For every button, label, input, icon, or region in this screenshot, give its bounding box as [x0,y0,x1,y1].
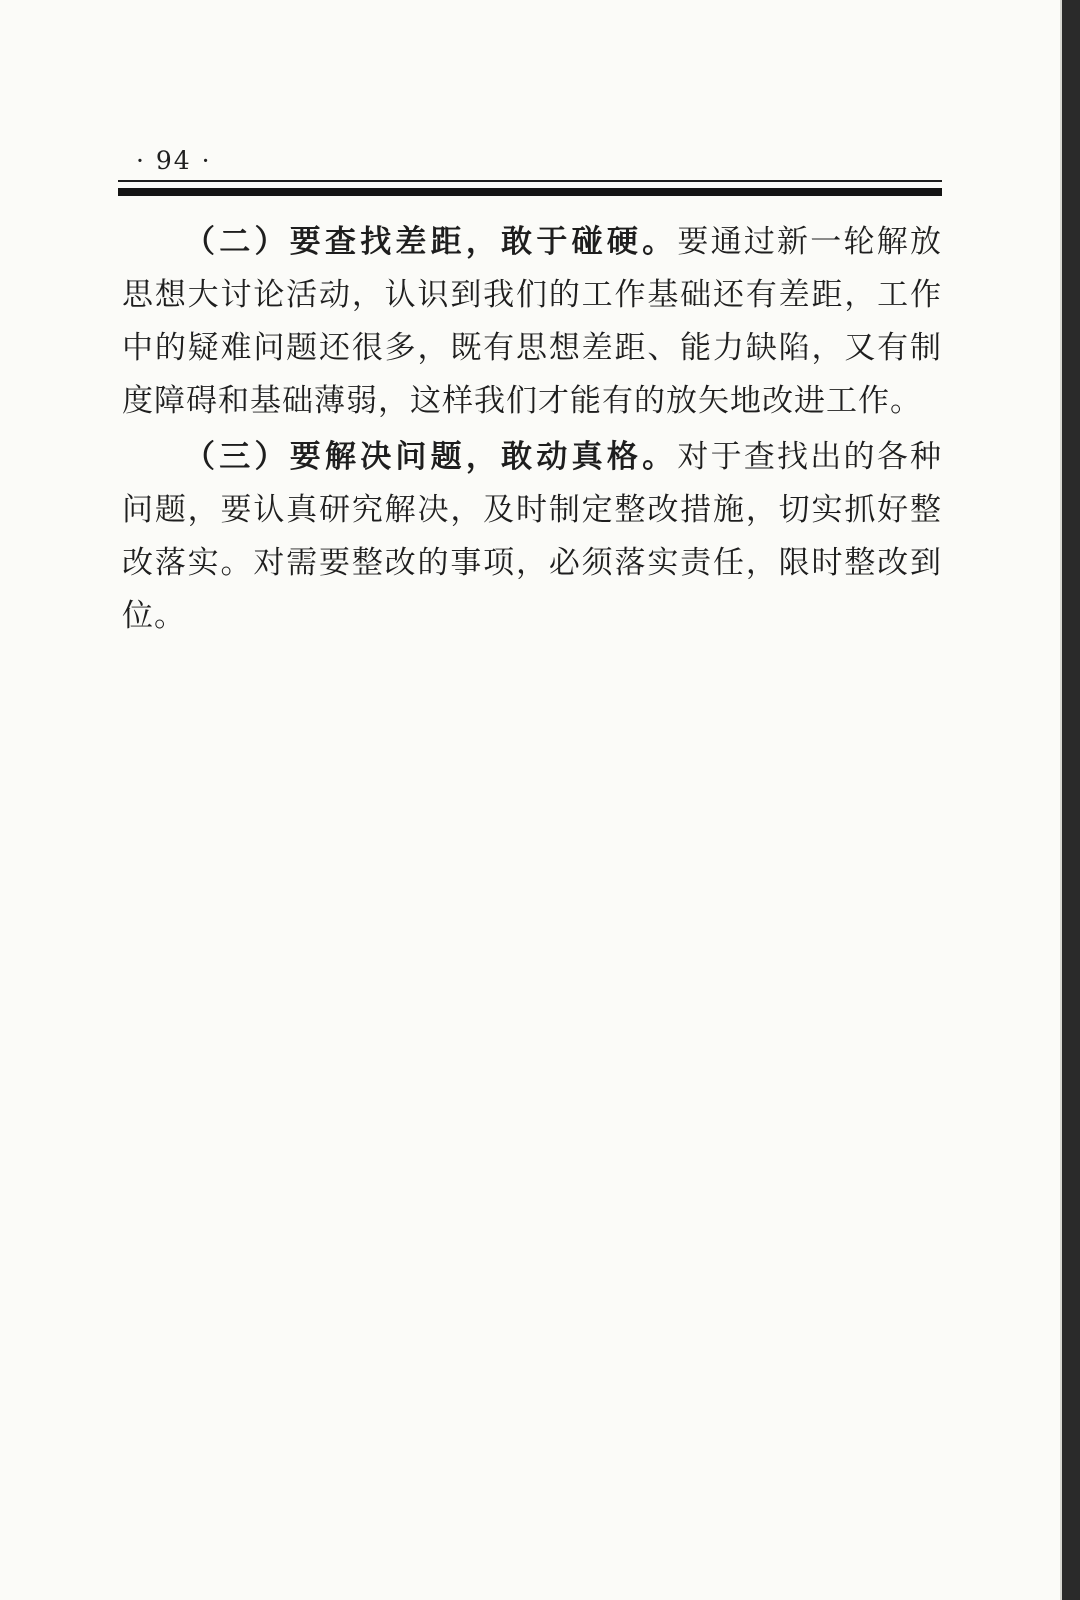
header-rule-thin [118,180,942,182]
page-number: · 94 · [136,146,212,175]
header-rule-thick [118,188,942,196]
paragraph-heading: （二）要查找差距，敢于碰硬。 [184,224,678,260]
paragraph-3 [122,431,942,643]
paragraph-body: 要通过新一轮解放思想大讨论活动，认识到我们的工作基础还有差距，工作中的疑难问题还很多，既有思想差距、能力缺陷，又有制度障碍和基础薄弱，这样我们才能有的放矢地改进工作。 [122,224,943,419]
body-text [122,216,942,646]
paragraph-2 [122,216,942,428]
paragraph-heading: （三）要解决问题，敢动真格。 [184,439,678,475]
paragraph-body: 对于查找出的各种问题，要认真研究解决，及时制定整改措施，切实抓好整改落实。对需要整改的事项，必须落实责任，限时整改到位。 [122,439,943,634]
